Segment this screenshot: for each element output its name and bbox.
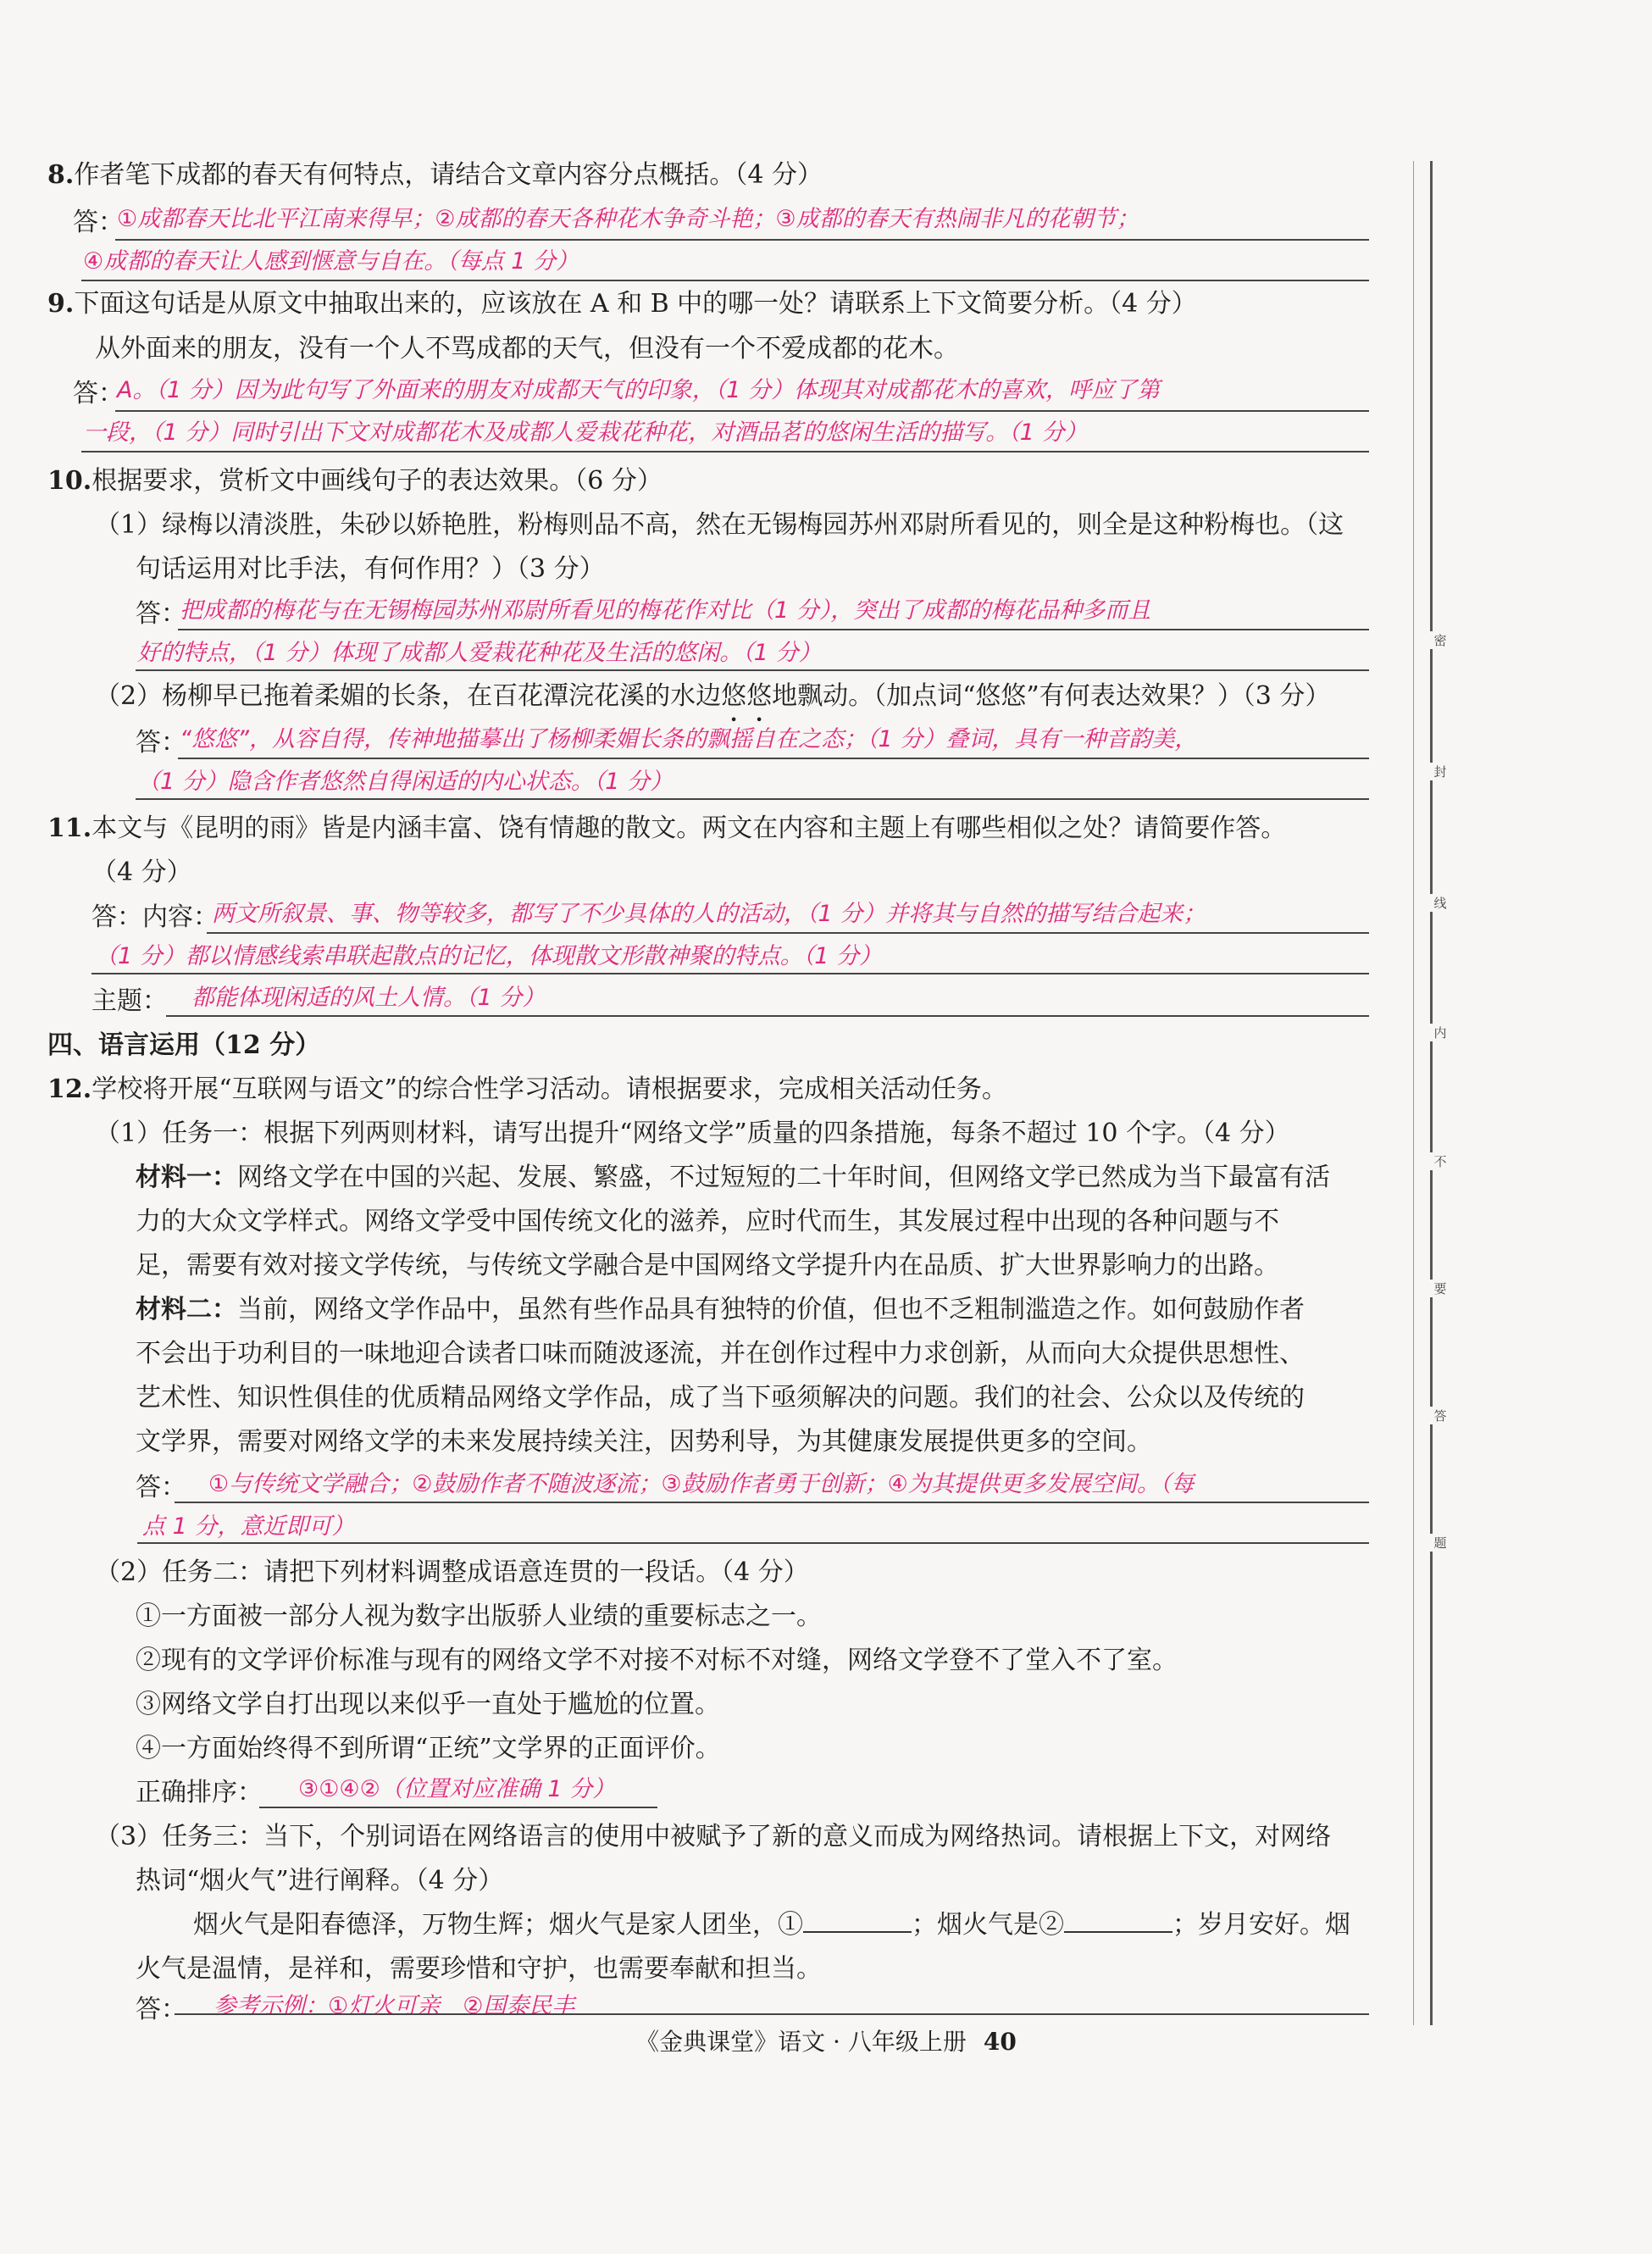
answer-label: 答： [136, 728, 186, 758]
answer-label: 答： [136, 1995, 186, 2024]
answer-text: ①成都春天比北平江南来得早；②成都的春天各种花木争奇斗艳；③成都的春天有热闹非凡的花朝节； [117, 206, 1139, 232]
sentence-item: ①一方面被一部分人视为数字出版骄人业绩的重要标志之一。 [136, 1602, 822, 1631]
sub-question-text: （1）绿梅以清淡胜，朱砂以娇艳胜，粉梅则品不高，然在无锡梅园苏州邓尉所看见的，则全是这种粉梅也。（这 [95, 510, 1344, 540]
answer-text: 把成都的梅花与在无锡梅园苏州邓尉所看见的梅花作对比（1 分），突出了成都的梅花品种多而且 [180, 597, 1151, 624]
question-number: 8. [47, 160, 75, 190]
answer-text: ④成都的春天让人感到惬意与自在。（每点 1 分） [83, 248, 579, 275]
material-text: 足，需要有效对接文学传统，与传统文学融合是中国网络文学提升内在品质、扩大世界影响力的出路。 [136, 1251, 1279, 1280]
answer-text: 好的特点，（1 分）体现了成都人爱栽花种花及生活的悠闲。（1 分） [137, 640, 822, 666]
blank-1[interactable] [803, 1909, 912, 1933]
answer-underline [137, 1542, 1369, 1544]
task-2-text: （2）任务二：请把下列材料调整成语意连贯的一段话。（4 分） [95, 1557, 809, 1587]
answer-text: 参考示例：①灯火可亲 ②国泰民丰 [213, 1993, 575, 2019]
question-9 [47, 287, 1197, 321]
passage-text: 火气是温情，是祥和，需要珍惜和守护，也需要奉献和担当。 [136, 1954, 822, 1984]
seal-char: 答 [1426, 1407, 1455, 1424]
task-3-text: 热词“烟火气”进行阐释。（4 分） [136, 1866, 504, 1896]
seal-char: 密 [1426, 631, 1455, 649]
answer-label: 正确排序： [136, 1778, 263, 1807]
answer-text: 都能体现闲适的风土人情。（1 分） [191, 985, 546, 1011]
answer-label: 答： [73, 379, 124, 408]
sub-question-text [95, 680, 1330, 713]
answer-text: 点 1 分，意近即可） [142, 1513, 355, 1540]
margin-rule [1413, 161, 1414, 2025]
material-text: 力的大众文学样式。网络文学受中国传统文化的滋养，应时代而生，其发展过程中出现的各种问题与不 [136, 1207, 1279, 1236]
answer-text: 一段，（1 分）同时引出下文对成都花木及成都人爱栽花种花，对酒品茗的悠闲生活的描写。（1 分） [83, 419, 1088, 446]
sub-question-text-part: 地飘动。（加点词“悠悠”有何表达效果？）（3 分） [772, 681, 1331, 711]
material-text: 文学界，需要对网络文学的未来发展持续关注，因势利导，为其健康发展提供更多的空间。 [136, 1427, 1152, 1457]
margin-seal-line [1430, 161, 1433, 2025]
question-number: 11. [47, 813, 92, 843]
answer-underline [175, 1502, 1369, 1503]
answer-underline [207, 932, 1369, 934]
blank-2[interactable] [1064, 1909, 1172, 1933]
answer-text: 两文所叙景、事、物等较多，都写了不少具体的人的活动，（1 分）并将其与自然的描写结合起来； [212, 901, 1206, 927]
answer-underline [136, 669, 1369, 671]
answer-text: （1 分）隐含作者悠然自得闲适的内心状态。（1 分） [137, 769, 674, 795]
answer-underline [178, 629, 1369, 630]
seal-char: 要 [1426, 1280, 1455, 1297]
answer-underline [178, 758, 1369, 759]
material-label: 材料二： [136, 1295, 237, 1324]
answer-label: 答： [136, 1473, 186, 1502]
question-text: 作者笔下成都的春天有何特点，请结合文章内容分点概括。（4 分） [74, 160, 823, 190]
answer-text: “悠悠”，从容自得，传神地描摹出了杨柳柔媚长条的飘摇自在之态；（1 分）叠词，具有一种音韵美， [180, 726, 1198, 752]
question-number: 12. [47, 1074, 92, 1104]
answer-underline [81, 280, 1369, 281]
sentence-item: ②现有的文学评价标准与现有的网络文学不对接不对标不对缝，网络文学登不了堂入不了室。 [136, 1646, 1178, 1675]
answer-label: 答：内容： [91, 902, 219, 932]
answer-underline [259, 1807, 657, 1808]
emphasis-dotted-char: 悠 [721, 681, 747, 711]
task-3-text: （3）任务三：当下，个别词语在网络语言的使用中被赋予了新的意义而成为网络热词。请根据上下文，对网络 [95, 1822, 1332, 1852]
answer-underline [115, 410, 1369, 412]
seal-char: 线 [1426, 894, 1455, 912]
page-footer [0, 2024, 1652, 2057]
question-8 [47, 158, 823, 192]
answer-underline [81, 451, 1369, 452]
material-text: 艺术性、知识性俱佳的优质精品网络文学作品，成了当下亟须解决的问题。我们的社会、公众以及传统的 [136, 1383, 1305, 1413]
material-2 [136, 1293, 1305, 1327]
seal-char: 封 [1426, 763, 1455, 780]
seal-char: 内 [1426, 1024, 1455, 1041]
sentence-item: ③网络文学自打出现以来似乎一直处于尴尬的位置。 [136, 1690, 720, 1719]
material-1 [136, 1161, 1330, 1195]
quoted-sentence: 从外面来的朋友，没有一个人不骂成都的天气，但没有一个不爱成都的花木。 [95, 334, 959, 364]
sub-question-text: 句话运用对比手法，有何作用？）（3 分） [136, 554, 605, 584]
sentence-item: ④一方面始终得不到所谓“正统”文学界的正面评价。 [136, 1734, 721, 1763]
sub-question-text-part: （2）杨柳早已拖着柔媚的长条，在百花潭浣花溪的水边 [95, 681, 722, 711]
seal-char: 不 [1426, 1152, 1455, 1170]
answer-text: ①与传统文学融合；②鼓励作者不随波逐流；③鼓励作者勇于创新；④为其提供更多发展空间。（每 [208, 1471, 1195, 1497]
question-text: 根据要求，赏析文中画线句子的表达效果。（6 分） [91, 466, 662, 496]
question-text-cont: （4 分） [91, 858, 192, 887]
task-1-text: （1）任务一：根据下列两则材料，请写出提升“网络文学”质量的四条措施，每条不超过 10 个字。（4 分） [95, 1119, 1290, 1148]
answer-underline [115, 239, 1369, 241]
answer-underline [166, 1015, 1369, 1017]
material-label: 材料一： [136, 1163, 237, 1192]
page-number: 40 [983, 2028, 1017, 2056]
question-10 [47, 464, 662, 498]
question-number: 9. [47, 289, 75, 319]
answer-underline [91, 973, 1369, 974]
passage-text: ；烟火气是② [912, 1910, 1064, 1940]
answer-text: A。（1 分）因为此句写了外面来的朋友对成都天气的印象，（1 分）体现其对成都花木的喜欢，呼应了第 [117, 377, 1160, 403]
question-12 [47, 1073, 1007, 1107]
answer-text: ③①④②（位置对应准确 1 分） [298, 1776, 616, 1802]
answer-label: 答： [73, 208, 124, 237]
question-text: 本文与《昆明的雨》皆是内涵丰富、饶有情趣的散文。两文在内容和主题上有哪些相似之处？请简要作答。 [91, 813, 1287, 843]
question-text: 学校将开展“互联网与语文”的综合性学习活动。请根据要求，完成相关活动任务。 [91, 1074, 1007, 1104]
answer-underline [175, 2013, 1369, 2015]
section-heading: 四、语言运用（12 分） [47, 1030, 321, 1060]
question-text: 下面这句话是从原文中抽取出来的，应该放在 A 和 B 中的哪一处？请联系上下文简要分析。（4 分） [74, 289, 1197, 319]
fill-blank-passage [193, 1908, 1350, 1942]
answer-label: 主题： [91, 986, 168, 1016]
answer-underline [136, 798, 1369, 800]
seal-char: 题 [1426, 1534, 1455, 1552]
emphasis-dotted-char: 悠 [746, 681, 773, 711]
question-11 [47, 812, 1286, 846]
passage-text: 烟火气是阳春德泽，万物生辉；烟火气是家人团坐，① [193, 1910, 803, 1940]
material-text: 网络文学在中国的兴起、发展、繁盛，不过短短的二十年时间，但网络文学已然成为当下最富有活 [237, 1163, 1330, 1192]
answer-text: （1 分）都以情感线索串联起散点的记忆，体现散文形散神聚的特点。（1 分） [95, 943, 883, 969]
answer-label: 答： [136, 599, 186, 629]
material-text: 当前，网络文学作品中，虽然有些作品具有独特的价值，但也不乏粗制滥造之作。如何鼓励作者 [237, 1295, 1305, 1324]
footer-title: 《金典课堂》语文 · 八年级上册 [635, 2028, 967, 2056]
material-text: 不会出于功利目的一味地迎合读者口味而随波逐流，并在创作过程中力求创新，从而向大众提供思想性、 [136, 1339, 1305, 1368]
passage-text: ；岁月安好。烟 [1172, 1910, 1350, 1940]
question-number: 10. [47, 466, 92, 496]
